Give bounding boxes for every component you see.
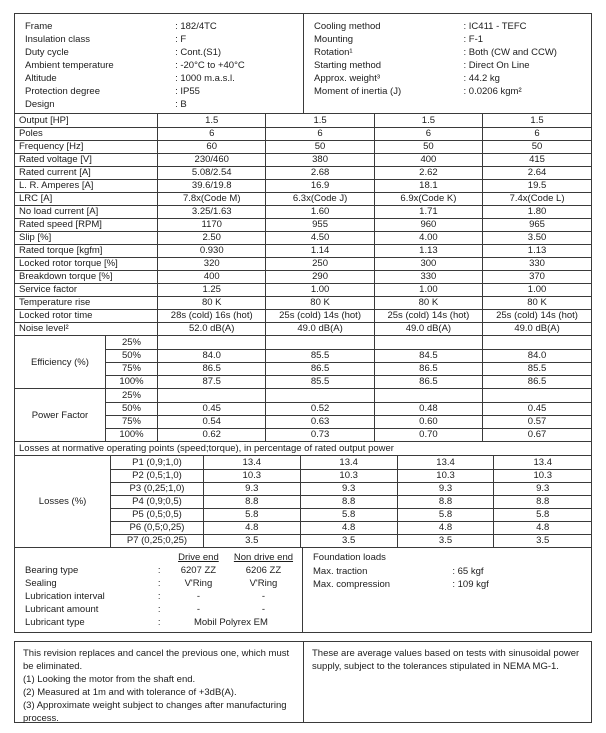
spec-value: 400 [158,270,266,283]
spec-value: 6.3x(Code J) [266,192,374,205]
efficiency-group-label: Efficiency (%) [15,336,105,388]
spec-value: 6.9x(Code K) [374,192,482,205]
losses-value: 13.4 [203,456,300,469]
bearing-colon: : [157,604,161,615]
general-info-row [314,85,581,98]
spec-value: 49.0 dB(A) [374,322,482,335]
efficiency-value [483,336,591,349]
spec-label: Output [HP] [15,114,158,127]
general-info-right-panel [303,14,591,113]
spec-value: 1.14 [266,244,374,257]
bearing-foundation-section [15,547,591,632]
note-paragraph: (1) Looking the motor from the shaft end. [23,674,196,685]
general-info-value: : 0.0206 kgm² [463,86,522,97]
power-factor-value: 0.45 [483,402,591,415]
general-info-row [314,59,581,72]
note-paragraph: These are average values based on tests with sinusoidal power supply, subject to the tolerances stipulated in NEMA MG-1. [312,648,580,672]
spec-value: 50 [483,140,591,153]
losses-sub-label: P1 (0,9;1,0) [111,456,204,469]
losses-value: 9.3 [494,482,591,495]
spec-value: 290 [266,270,374,283]
bearing-label: Sealing [25,578,57,589]
note-paragraph: (2) Measured at 1m and with tolerance of +3dB(A). [23,687,237,698]
efficiency-sub-label: 25% [105,336,157,349]
spec-value: 1.80 [483,205,591,218]
spec-label: Locked rotor torque [%] [15,257,158,270]
bearing-label: Lubrication interval [25,591,105,602]
efficiency-value [266,336,374,349]
power-factor-value: 0.62 [158,428,266,441]
efficiency-table [15,336,591,388]
general-info-value: : -20°C to +40°C [175,60,245,71]
general-info-label: Protection degree [25,86,100,97]
general-info-row [314,33,581,46]
losses-value: 10.3 [203,469,300,482]
spec-label: Temperature rise [15,296,158,309]
spec-value: 28s (cold) 16s (hot) [158,309,266,322]
spec-value: 4.50 [266,231,374,244]
spec-value: 18.1 [374,179,482,192]
bearing-non-drive-end-value: - [261,591,266,602]
bearing-non-drive-end-value: - [261,604,266,615]
power-factor-value [374,389,482,402]
foundation-value: : 109 kgf [452,579,489,590]
general-info-row [314,20,581,33]
spec-row [15,283,591,296]
spec-value: 2.64 [483,166,591,179]
spec-label: Rated speed [RPM] [15,218,158,231]
spec-value: 6 [483,127,591,140]
efficiency-value: 85.5 [266,349,374,362]
spec-value: 25s (cold) 14s (hot) [266,309,374,322]
efficiency-section [15,335,591,388]
power-factor-group-label: Power Factor [15,389,105,441]
general-info-row [25,72,293,85]
power-factor-value: 0.73 [266,428,374,441]
losses-value: 9.3 [300,482,397,495]
spec-value: 3.50 [483,231,591,244]
spec-label: L. R. Amperes [A] [15,179,158,192]
spec-value: 80 K [158,296,266,309]
general-info-label: Rotation¹ [314,47,353,58]
spec-value: 50 [266,140,374,153]
power-factor-sub-label: 25% [105,389,157,402]
spec-value: 370 [483,270,591,283]
foundation-value: : 65 kgf [452,566,484,577]
spec-value: 52.0 dB(A) [158,322,266,335]
general-info-row [25,33,293,46]
bearing-non-drive-end-value: 6206 ZZ [245,565,282,576]
bearing-colon: : [157,565,161,576]
bearing-label: Lubricant amount [25,604,99,615]
spec-value: 80 K [266,296,374,309]
losses-row [15,456,591,469]
general-info-value: : IP55 [175,86,200,97]
spec-row [15,140,591,153]
spec-value: 49.0 dB(A) [483,322,591,335]
spec-label: Rated current [A] [15,166,158,179]
losses-caption: Losses at normative operating points (speed;torque), in percentage of rated output power [15,441,591,455]
general-info-row [25,85,293,98]
bearing-colon: : [157,591,161,602]
spec-row [15,192,591,205]
spec-row [15,322,591,335]
losses-sub-label: P2 (0,5;1,0) [111,469,204,482]
notes-section [14,641,592,723]
efficiency-row [15,336,591,349]
spec-value: 250 [266,257,374,270]
power-factor-value [483,389,591,402]
losses-value: 13.4 [494,456,591,469]
losses-value: 3.5 [203,534,300,547]
bearing-row [25,616,296,629]
general-info-label: Approx. weight³ [314,73,381,84]
general-info-label: Cooling method [314,21,381,32]
efficiency-value: 86.5 [374,375,482,388]
spec-value: 400 [374,153,482,166]
efficiency-value [158,336,266,349]
bearing-colon: : [157,617,161,628]
losses-value: 5.8 [300,508,397,521]
spec-label: Rated voltage [V] [15,153,158,166]
losses-value: 8.8 [397,495,494,508]
power-factor-value: 0.63 [266,415,374,428]
spec-value: 16.9 [266,179,374,192]
power-factor-row [15,389,591,402]
losses-value: 4.8 [203,521,300,534]
losses-value: 8.8 [494,495,591,508]
power-factor-value: 0.54 [158,415,266,428]
losses-sub-label: P4 (0,9;0,5) [111,495,204,508]
losses-section [15,455,591,547]
general-info-label: Moment of inertia (J) [314,86,402,97]
spec-value: 1170 [158,218,266,231]
bearing-drive-end-value: 6207 ZZ [180,565,217,576]
foundation-loads-title: Foundation loads [313,552,386,563]
spec-row [15,257,591,270]
power-factor-value: 0.45 [158,402,266,415]
foundation-label: Max. compression [313,579,391,590]
drive-end-header: Drive end [178,552,219,563]
general-info-row [314,72,581,85]
losses-value: 4.8 [397,521,494,534]
spec-row [15,166,591,179]
power-factor-section [15,388,591,441]
spec-value: 300 [374,257,482,270]
losses-sub-label: P5 (0,5;0,5) [111,508,204,521]
spec-row [15,153,591,166]
power-factor-value: 0.52 [266,402,374,415]
general-info-value: : Direct On Line [463,60,530,71]
spec-value: 2.50 [158,231,266,244]
general-info-value: : B [175,99,187,110]
spec-value: 6 [266,127,374,140]
losses-group-label: Losses (%) [15,456,111,547]
efficiency-sub-label: 100% [105,375,157,388]
efficiency-value: 84.0 [158,349,266,362]
general-info-value: : F [175,34,187,45]
losses-value: 4.8 [494,521,591,534]
spec-value: 1.5 [158,114,266,127]
spec-value: 330 [483,257,591,270]
losses-value: 5.8 [494,508,591,521]
spec-label: LRC [A] [15,192,158,205]
bearing-non-drive-end-value: V'Ring [249,578,278,589]
non-drive-end-header: Non drive end [233,552,294,563]
spec-value: 6 [158,127,266,140]
general-info-label: Duty cycle [25,47,69,58]
efficiency-sub-label: 75% [105,362,157,375]
spec-value: 49.0 dB(A) [266,322,374,335]
spec-value: 1.25 [158,283,266,296]
revision-notes-panel [15,642,303,722]
spec-value: 230/460 [158,153,266,166]
efficiency-value: 84.0 [483,349,591,362]
efficiency-value: 86.5 [374,362,482,375]
general-info-value: : 1000 m.a.s.l. [175,73,235,84]
bearing-colon: : [157,578,161,589]
general-info-row [25,46,293,59]
spec-value: 7.4x(Code L) [483,192,591,205]
foundation-row [313,565,581,578]
spec-value: 1.71 [374,205,482,218]
losses-value: 3.5 [300,534,397,547]
general-info-row [25,20,293,33]
spec-value: 39.6/19.8 [158,179,266,192]
spec-value: 2.62 [374,166,482,179]
note-paragraph: This revision replaces and cancel the previous one, which must be eliminated. [23,648,290,672]
efficiency-value: 86.5 [483,375,591,388]
spec-row [15,205,591,218]
power-factor-sub-label: 100% [105,428,157,441]
spec-value: 1.00 [483,283,591,296]
general-info-label: Ambient temperature [25,60,114,71]
power-factor-sub-label: 75% [105,415,157,428]
spec-value: 25s (cold) 14s (hot) [483,309,591,322]
note-paragraph: (3) Approximate weight subject to changes after manufacturing process. [23,700,287,724]
general-info-value: : 182/4TC [175,21,217,32]
general-info-label: Insulation class [25,34,90,45]
spec-value: 50 [374,140,482,153]
spec-value: 80 K [374,296,482,309]
bearing-label: Bearing type [25,565,79,576]
spec-value: 19.5 [483,179,591,192]
power-factor-sub-label: 50% [105,402,157,415]
spec-value: 0.930 [158,244,266,257]
general-info-value: : F-1 [463,34,484,45]
losses-value: 3.5 [397,534,494,547]
general-info-section [15,14,591,114]
efficiency-value: 85.5 [483,362,591,375]
general-info-label: Frame [25,21,53,32]
spec-row [15,114,591,127]
spec-label: Breakdown torque [%] [15,270,158,283]
spec-value: 415 [483,153,591,166]
general-info-label: Design [25,99,55,110]
spec-value: 955 [266,218,374,231]
spec-value: 965 [483,218,591,231]
spec-row [15,218,591,231]
power-factor-table [15,389,591,441]
efficiency-value [374,336,482,349]
bearing-row [25,564,296,577]
spec-value: 6 [374,127,482,140]
general-info-value: : IC411 - TEFC [463,21,527,32]
losses-value: 10.3 [397,469,494,482]
bearing-label: Lubricant type [25,617,85,628]
spec-row [15,270,591,283]
general-info-value: : Cont.(S1) [175,47,222,58]
spec-value: 1.13 [483,244,591,257]
spec-value: 7.8x(Code M) [158,192,266,205]
losses-value: 9.3 [397,482,494,495]
general-info-value: : Both (CW and CCW) [463,47,557,58]
spec-value: 1.5 [483,114,591,127]
foundation-rows [313,565,581,591]
losses-value: 10.3 [494,469,591,482]
power-factor-value: 0.48 [374,402,482,415]
bearing-row [25,577,296,590]
bearing-drive-end-value: - [196,604,200,615]
spec-value: 1.13 [374,244,482,257]
spec-value: 1.00 [266,283,374,296]
bearing-header-row [25,551,296,564]
spec-value: 1.5 [266,114,374,127]
foundation-row [313,578,581,591]
spec-label: Slip [%] [15,231,158,244]
spec-value: 5.08/2.54 [158,166,266,179]
power-factor-value [158,389,266,402]
spec-label: Service factor [15,283,158,296]
spec-value: 380 [266,153,374,166]
tolerance-note-panel [303,642,591,722]
spec-label: No load current [A] [15,205,158,218]
spec-value: 2.68 [266,166,374,179]
spec-row [15,309,591,322]
general-info-row [25,98,293,111]
spec-value: 4.00 [374,231,482,244]
spec-row [15,179,591,192]
general-info-row [25,59,293,72]
spec-row [15,244,591,257]
spec-value: 3.25/1.63 [158,205,266,218]
power-factor-value: 0.60 [374,415,482,428]
general-info-label: Altitude [25,73,57,84]
foundation-label: Max. traction [313,566,368,577]
spec-value: 960 [374,218,482,231]
losses-value: 5.8 [203,508,300,521]
losses-value: 8.8 [300,495,397,508]
spec-value: 1.5 [374,114,482,127]
losses-value: 5.8 [397,508,494,521]
general-info-label: Starting method [314,60,382,71]
spec-label: Rated torque [kgfm] [15,244,158,257]
efficiency-value: 86.5 [158,362,266,375]
losses-value: 10.3 [300,469,397,482]
spec-value: 1.00 [374,283,482,296]
losses-sub-label: P6 (0,5;0,25) [111,521,204,534]
bearing-drive-end-value: V'Ring [184,578,213,589]
power-factor-value: 0.57 [483,415,591,428]
spec-value: 330 [374,270,482,283]
efficiency-value: 86.5 [266,362,374,375]
power-factor-value: 0.67 [483,428,591,441]
losses-value: 8.8 [203,495,300,508]
efficiency-value: 85.5 [266,375,374,388]
spec-label: Locked rotor time [15,309,158,322]
bearing-drive-end-value: - [196,591,200,602]
spec-label: Noise level² [15,322,158,335]
spec-value: 25s (cold) 14s (hot) [374,309,482,322]
spec-value: 320 [158,257,266,270]
foundation-loads-section [303,548,591,632]
spec-row [15,296,591,309]
spec-value: 1.60 [266,205,374,218]
losses-sub-label: P7 (0,25;0,25) [111,534,204,547]
bearing-header-spacer [152,551,166,564]
losses-value: 4.8 [300,521,397,534]
bearing-span-value: Mobil Polyrex EM [193,617,268,628]
losses-sub-label: P3 (0,25;1,0) [111,482,204,495]
losses-value: 3.5 [494,534,591,547]
efficiency-sub-label: 50% [105,349,157,362]
bearing-row [25,590,296,603]
losses-value: 13.4 [397,456,494,469]
spec-row [15,231,591,244]
bearing-header-spacer [25,551,152,564]
general-info-row [314,46,581,59]
efficiency-value: 84.5 [374,349,482,362]
efficiency-value: 87.5 [158,375,266,388]
spec-label: Poles [15,127,158,140]
general-info-left-panel [15,14,303,113]
spec-row [15,127,591,140]
power-factor-value: 0.70 [374,428,482,441]
general-info-label: Mounting [314,34,354,45]
spec-label: Frequency [Hz] [15,140,158,153]
bearing-row [25,603,296,616]
datasheet-main-table [14,13,592,633]
losses-table [15,456,591,547]
spec-value: 60 [158,140,266,153]
general-info-value: : 44.2 kg [463,73,500,84]
bearing-section [15,548,303,632]
bearing-rows [25,564,296,629]
power-factor-value [266,389,374,402]
losses-value: 13.4 [300,456,397,469]
spec-value: 80 K [483,296,591,309]
losses-value: 9.3 [203,482,300,495]
ratings-table [15,114,591,335]
